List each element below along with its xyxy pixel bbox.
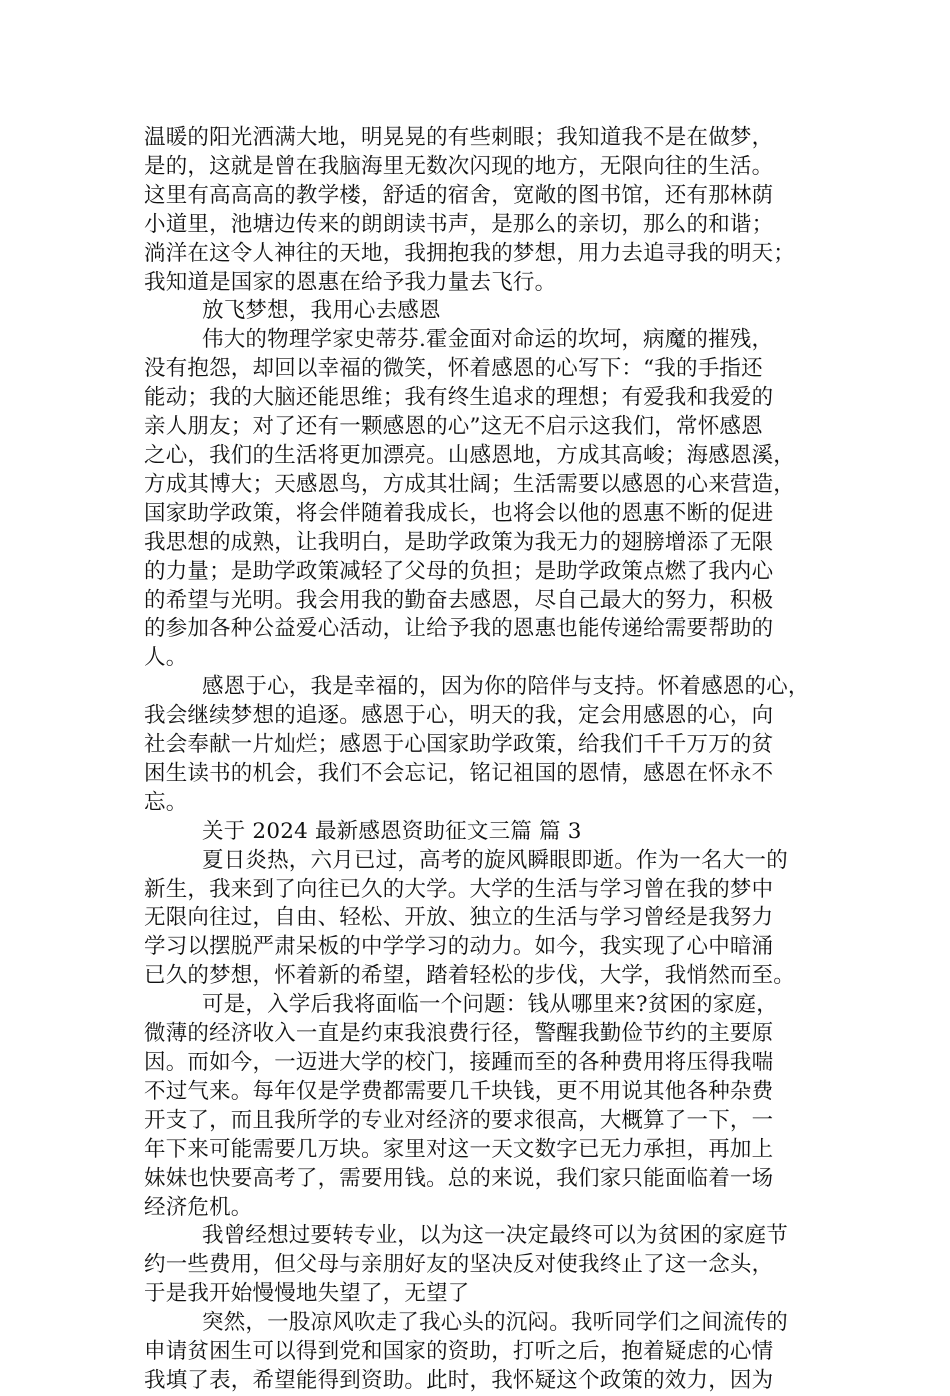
text-line: 人。 xyxy=(144,645,188,671)
text-line: 我会继续梦想的追逐。感恩于心，明天的我，定会用感恩的心，向 xyxy=(144,703,774,729)
document-body xyxy=(144,124,828,1396)
text-line: 的参加各种公益爱心活动，让给予我的恩惠也能传递给需要帮助的 xyxy=(144,616,774,642)
text-line: 夏日炎热，六月已过，高考的旋风瞬眼即逝。作为一名大一的 xyxy=(202,847,788,873)
text-line: 温暖的阳光洒满大地，明晃晃的有些刺眼；我知道我不是在做梦， xyxy=(144,125,774,150)
text-line: 感恩于心，我是幸福的，因为你的陪伴与支持。怀着感恩的心， xyxy=(202,674,810,700)
text-line: 方成其博大；天感恩鸟，方成其壮阔；生活需要以感恩的心来营造， xyxy=(144,471,796,497)
text-line: 忘。 xyxy=(144,789,188,815)
text-line: 已久的梦想，怀着新的希望，踏着轻松的步伐，大学，我悄然而至。 xyxy=(144,963,796,989)
text-line: 我填了表，希望能得到资助。此时，我怀疑这个政策的效力，因为 xyxy=(144,1367,774,1393)
text-line: 困生读书的机会，我们不会忘记，铭记祖国的恩情，感恩在怀永不 xyxy=(144,760,774,786)
text-line: 的希望与光明。我会用我的勤奋去感恩，尽自己最大的努力，积极 xyxy=(144,587,774,613)
text-line: 伟大的物理学家史蒂芬.霍金面对命运的坎坷，病魔的摧残， xyxy=(202,327,774,353)
text-line: 国家助学政策，将会伴随着我成长，也将会以他的恩惠不断的促进 xyxy=(144,500,774,526)
text-line: 开支了，而且我所学的专业对经济的要求很高，大概算了一下，一 xyxy=(144,1107,774,1133)
text-line: 微薄的经济收入一直是约束我浪费行径，警醒我勤俭节约的主要原 xyxy=(144,1021,774,1047)
text-line: 是的，这就是曾在我脑海里无数次闪现的地方，无限向往的生活。 xyxy=(144,153,774,179)
text-line: 可是，入学后我将面临一个问题：钱从哪里来?贫困的家庭， xyxy=(202,992,778,1018)
text-line: 之心，我们的生活将更加漂亮。山感恩地，方成其高峻；海感恩溪， xyxy=(144,442,796,468)
text-line: 关于 2024 最新感恩资助征文三篇 篇 3 xyxy=(202,818,582,844)
text-line: 无限向往过，自由、轻松、开放、独立的生活与学习曾经是我努力 xyxy=(144,905,774,931)
text-line: 年下来可能需要几万块。家里对这一天文数字已无力承担，再加上 xyxy=(144,1136,774,1162)
text-line: 申请贫困生可以得到党和国家的资助，打听之后，抱着疑虑的心情 xyxy=(144,1339,774,1365)
text-line: 小道里，池塘边传来的朗朗读书声，是那么的亲切，那么的和谐； xyxy=(144,211,774,237)
text-line: 没有抱怨，却回以幸福的微笑，怀着感恩的心写下：“我的手指还 xyxy=(144,356,763,382)
text-line: 不过气来。每年仅是学费都需要几千块钱，更不用说其他各种杂费 xyxy=(144,1078,774,1104)
text-line: 亲人朋友；对了还有一颗感恩的心”这无不启示这我们，常怀感恩 xyxy=(144,414,763,440)
text-line: 新生，我来到了向往已久的大学。大学的生活与学习曾在我的梦中 xyxy=(144,876,774,902)
text-line: 能动；我的大脑还能思维；我有终生追求的理想；有爱我和我爱的 xyxy=(144,385,774,411)
text-line: 淌洋在这令人神往的天地，我拥抱我的梦想，用力去追寻我的明天； xyxy=(144,240,796,266)
text-line: 我曾经想过要转专业，以为这一决定最终可以为贫困的家庭节 xyxy=(202,1223,788,1249)
text-line: 经济危机。 xyxy=(144,1194,253,1220)
text-line: 突然，一股凉风吹走了我心头的沉闷。我听同学们之间流传的 xyxy=(202,1310,788,1336)
text-line: 因。而如今，一迈进大学的校门，接踵而至的各种费用将压得我喘 xyxy=(144,1050,774,1075)
text-line: 社会奉献一片灿烂；感恩于心国家助学政策，给我们千千万万的贫 xyxy=(144,732,774,758)
text-line: 约一些费用，但父母与亲朋好友的坚决反对使我终止了这一念头， xyxy=(144,1252,774,1278)
text-line: 学习以摆脱严肃呆板的中学学习的动力。如今，我实现了心中暗涌 xyxy=(144,934,774,960)
text-line: 这里有高高高的教学楼，舒适的宿舍，宽敞的图书馆，还有那林荫 xyxy=(144,182,774,208)
text-line: 放飞梦想，我用心去感恩 xyxy=(202,298,441,324)
text-line: 我知道是国家的恩惠在给予我力量去飞行。 xyxy=(144,269,557,295)
text-line: 的力量；是助学政策减轻了父母的负担；是助学政策点燃了我内心 xyxy=(144,558,774,584)
text-line: 妹妹也快要高考了，需要用钱。总的来说，我们家只能面临着一场 xyxy=(144,1165,774,1191)
text-line: 于是我开始慢慢地失望了，无望了 xyxy=(144,1281,470,1307)
text-line: 我思想的成熟，让我明白，是助学政策为我无力的翅膀增添了无限 xyxy=(144,529,774,555)
